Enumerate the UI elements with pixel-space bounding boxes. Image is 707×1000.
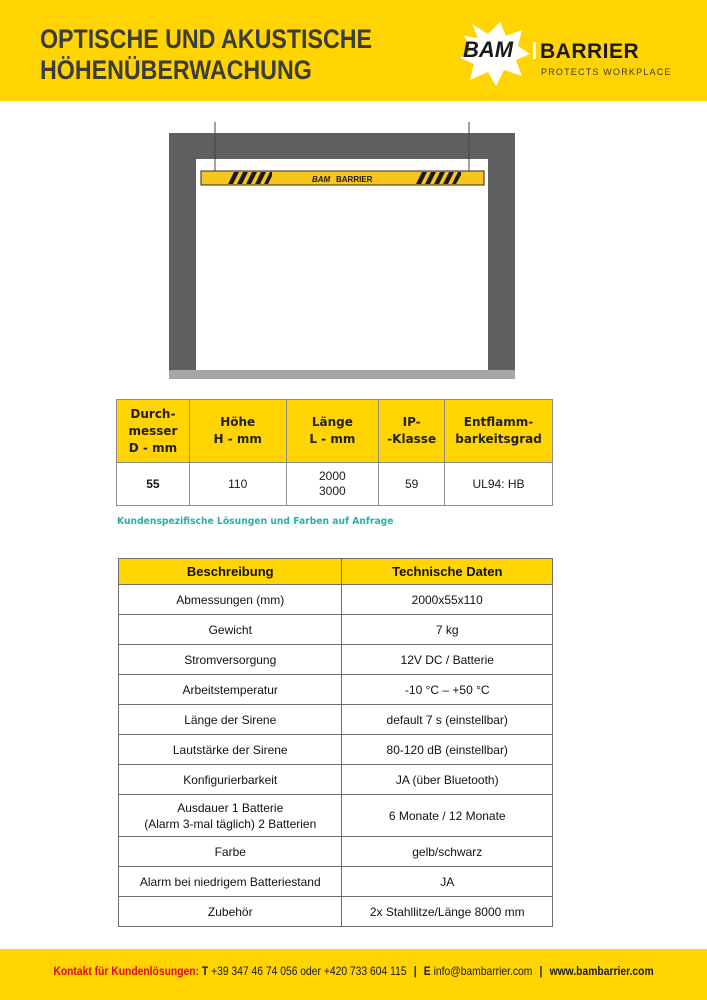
row-value: default 7 s (einstellbar): [342, 705, 553, 735]
technical-table-header: [119, 559, 553, 585]
email-prefix: E: [423, 964, 431, 978]
table-row: [119, 795, 553, 837]
row-value: JA (über Bluetooth): [342, 765, 553, 795]
row-value: JA: [342, 867, 553, 897]
header-diameter-line1: Durch-: [130, 406, 176, 421]
table-row: [119, 615, 553, 645]
table-row: [119, 867, 553, 897]
row-value: 2x Stahllitze/Länge 8000 mm: [342, 897, 553, 927]
cell-length-1: 2000: [319, 469, 346, 483]
logo-tagline: PROTECTS WORKPLACE: [541, 67, 672, 77]
footer-bar: [0, 949, 707, 1000]
website-link[interactable]: www.bambarrier.com: [549, 964, 654, 978]
product-illustration: [0, 0, 707, 390]
header-height: [189, 400, 286, 463]
custom-solutions-note: Kundenspezifische Lösungen und Farben auf Anfrage: [117, 516, 394, 527]
row-value: 7 kg: [342, 615, 553, 645]
cell-ip: 59: [379, 463, 445, 506]
header-height-line2: H - mm: [213, 432, 262, 446]
table-row: [119, 585, 553, 615]
header-length-line1: Länge: [311, 415, 353, 429]
row-description-line1: Ausdauer 1 Batterie: [177, 800, 284, 815]
technical-data-table: [118, 558, 553, 927]
table-row: [119, 837, 553, 867]
door-opening: [196, 159, 488, 370]
row-description: [119, 795, 342, 837]
dimension-table-row: [117, 463, 553, 506]
row-description: Gewicht: [119, 615, 342, 645]
phone-numbers[interactable]: +39 347 46 74 056 oder +420 733 604 115: [211, 964, 407, 978]
table-row: [119, 675, 553, 705]
header-length: [286, 400, 379, 463]
row-description: Stromversorgung: [119, 645, 342, 675]
row-description: Abmessungen (mm): [119, 585, 342, 615]
header-length-line2: L - mm: [309, 432, 356, 446]
header-ip-class: [379, 400, 445, 463]
row-value: 80-120 dB (einstellbar): [342, 735, 553, 765]
table-row: [119, 765, 553, 795]
header-technical-data: Technische Daten: [342, 559, 553, 585]
logo-text-barrier: BARRIER: [540, 40, 640, 63]
header-ip-line2: -Klasse: [387, 432, 437, 446]
header-flammability: [445, 400, 553, 463]
row-value: gelb/schwarz: [342, 837, 553, 867]
table-row: [119, 645, 553, 675]
row-description: Arbeitstemperatur: [119, 675, 342, 705]
header-flammability-line2: barkeitsgrad: [455, 432, 542, 446]
cell-flammability: UL94: HB: [445, 463, 553, 506]
floor-line: [169, 370, 515, 379]
row-description: Konfigurierbarkeit: [119, 765, 342, 795]
table-row: [119, 735, 553, 765]
dimension-table-header: [117, 400, 553, 463]
row-description: Zubehör: [119, 897, 342, 927]
title-line-1: OPTISCHE UND AKUSTISCHE: [40, 24, 372, 54]
row-description: Lautstärke der Sirene: [119, 735, 342, 765]
header-description: Beschreibung: [119, 559, 342, 585]
row-description: Farbe: [119, 837, 342, 867]
header-height-line1: Höhe: [220, 415, 256, 429]
table-row: [119, 897, 553, 927]
row-value: -10 °C – +50 °C: [342, 675, 553, 705]
row-value: 6 Monate / 12 Monate: [342, 795, 553, 837]
header-diameter-line2: messer: [128, 423, 178, 438]
logo-text-bam: BAM: [463, 37, 514, 62]
cell-diameter: 55: [117, 463, 190, 506]
cell-height: 110: [189, 463, 286, 506]
footer-separator: |: [413, 964, 417, 978]
header-diameter-line3: D - mm: [128, 440, 178, 455]
email-link[interactable]: info@bambarrier.com: [433, 964, 533, 978]
cell-length-2: 3000: [319, 484, 346, 498]
footer-separator: |: [539, 964, 543, 978]
footer-contact: [49, 964, 657, 978]
row-value: 12V DC / Batterie: [342, 645, 553, 675]
header-flammability-line1: Entflamm-: [463, 415, 534, 429]
contact-label: Kontakt für Kundenlösungen:: [53, 964, 199, 978]
row-description: Alarm bei niedrigem Batteriestand: [119, 867, 342, 897]
phone-prefix: T: [201, 964, 209, 978]
title-line-2: HÖHENÜBERWACHUNG: [40, 55, 312, 85]
header-diameter: [117, 400, 190, 463]
bar-logo-barrier: BARRIER: [336, 175, 373, 184]
header-ip-line1: IP-: [402, 415, 421, 429]
row-value: 2000x55x110: [342, 585, 553, 615]
table-row: [119, 705, 553, 735]
dimension-table: [116, 399, 553, 506]
bar-logo-bam: BAM: [312, 175, 331, 184]
row-description-line2: (Alarm 3-mal täglich) 2 Batterien: [144, 816, 317, 831]
cell-length: [286, 463, 379, 506]
row-description: Länge der Sirene: [119, 705, 342, 735]
